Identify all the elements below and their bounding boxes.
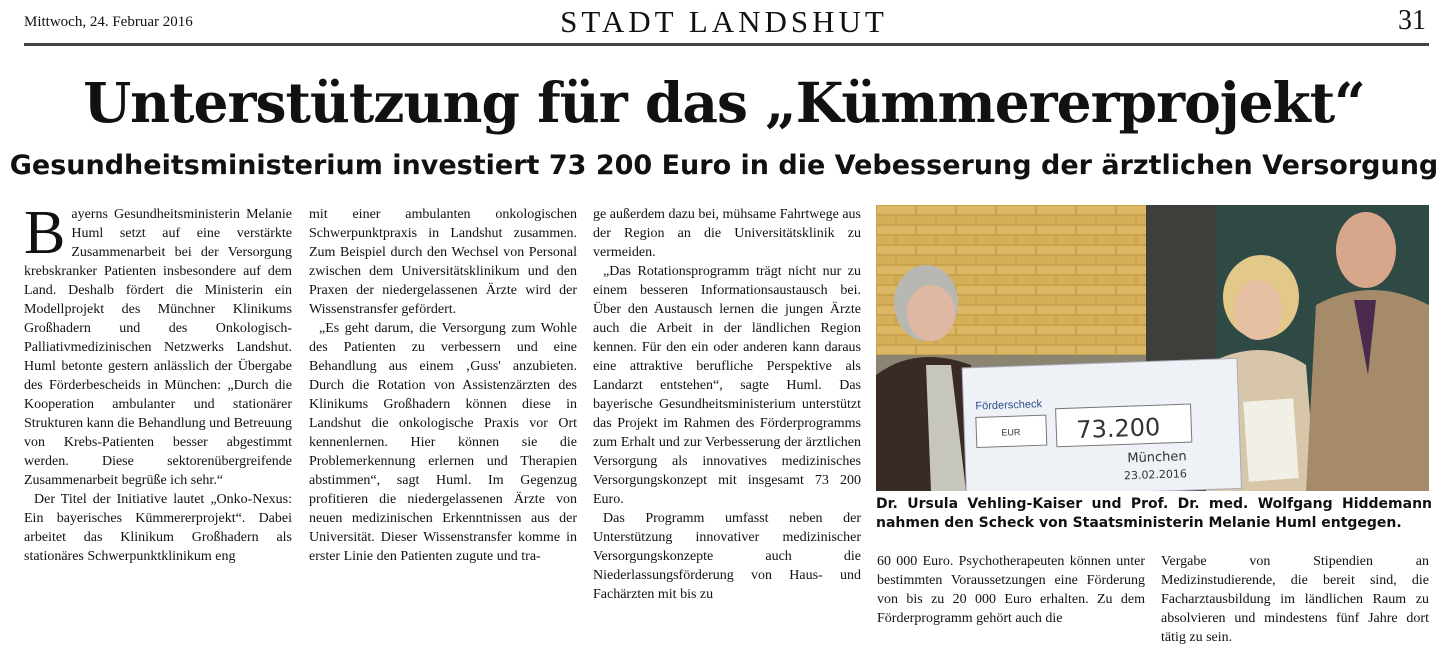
paragraph: 60 000 Euro. Psychotherapeuten können unter bestimmten Voraussetzungen eine Förderung von bis zu 20 000 Euro erhalten. Zu dem Förderprogramm gehört auch die: [877, 554, 1145, 626]
cheque-currency: EUR: [1001, 426, 1021, 438]
publication-date: Mittwoch, 24. Februar 2016: [24, 14, 193, 30]
article-column-3: [593, 205, 861, 604]
photo-caption: Dr. Ursula Vehling-Kaiser und Prof. Dr. med. Wolfgang Hiddemann nahmen den Scheck von Staatsministerin Melanie Huml entgegen.: [876, 496, 1432, 531]
section-title: STADT LANDSHUT: [560, 4, 888, 39]
paragraph: ayerns Gesundheitsministerin Melanie Huml setzt auf eine verstärkte Zusammenarbeit bei der Versorgung krebskranker Patienten insbesondere auf dem Land. Deshalb fördert die Ministerin ein Modellprojekt des Münchner Klinikums Großhadern und des Onkologisch-Palliativmedizinischen Netzwerks Landshut. Huml betonte gestern anlässlich der Übergabe des Förderbescheids in München: „Durch die Kooperation ambulanter und stationärer Strukturen kann die Behandlung und Betreuung von Krebs-Patienten besser abgestimmt werden. Diese sektorenübergreifende Zusammenarbeit begrüße ich sehr.“: [24, 207, 292, 488]
header-rule: [24, 43, 1429, 46]
cheque-date: 23.02.2016: [1123, 467, 1188, 483]
photo-illustration: [876, 205, 1429, 491]
subheadline: Gesundheitsministerium investiert 73 200 Euro in die Vebesserung der ärztlichen Versorgung: [9, 150, 1439, 181]
headline: Unterstützung für das „Kümmererprojekt“: [83, 70, 1365, 135]
paragraph: „Das Rotationsprogramm trägt nicht nur zu einem besseren Informationsaustausch bei. Über den Austausch lernen die jungen Ärzte auch die Arbeit in der ländlichen Region kennen. Für den ein oder anderen kann daraus eine attraktive berufliche Perspektive als Landarzt entstehen“, sagte Huml. Das bayerische Gesundheitsministerium unterstützt das Projekt im Rahmen des Förderprogramms zum Erhalt und zur Verbesserung der ärztlichen Versorgung als innovatives medizinisches Versorgungskonzept mit insgesamt 73 200 Euro.: [593, 264, 861, 507]
paragraph: Vergabe von Stipendien an Medizinstudierende, die bereit sind, die Facharztausbildung im ländlichen Raum zu absolvieren und mindestens fünf Jahre dort tätig zu sein.: [1161, 554, 1429, 645]
drop-cap: B: [24, 199, 66, 267]
article-photo: [876, 205, 1429, 491]
cheque-title: Förderscheck: [975, 398, 1043, 413]
article-column-4: [877, 552, 1145, 628]
cheque-amount: 73.200: [1075, 413, 1161, 445]
paragraph: ge außerdem dazu bei, mühsame Fahrtwege aus der Region an die Universitätsklinik zu vermeiden.: [593, 207, 861, 260]
paragraph: mit einer ambulanten onkologischen Schwerpunktpraxis in Landshut zusammen. Zum Beispiel durch den Wechsel von Personal zwischen dem Universitätsklinikum und den Praxen der niedergelassenen Ärzte wird der Wissenstransfer gefördert.: [309, 207, 577, 317]
article-column-2: [309, 205, 577, 566]
article-column-1: [24, 199, 292, 566]
page-number: 31: [1398, 5, 1426, 36]
paragraph: Das Programm umfasst neben der Unterstützung innovativer medizinischer Versorgungskonzepte auch die Niederlassungsförderung von Haus- und Fachärzten mit bis zu: [593, 511, 861, 602]
paragraph: „Es geht darum, die Versorgung zum Wohle des Patienten zu verbessern und eine Behandlung aus einem ‚Guss' anzubieten. Durch die Rotation von Assistenzärzten des Klinikums Großhadern können diese in Landshut die onkologische Praxis vor Ort kennenlernen. Hier können sie die Problemerkennung erlernen und Therapien abstimmen“, sagt Huml. Im Gegenzug profitieren die niedergelassenen Ärzte von neuen medizinischen Erkenntnissen aus der Universität. Dieser Wissenstransfer komme in erster Linie den Patienten zugute und tra-: [309, 321, 577, 564]
cheque-city: München: [1127, 449, 1187, 467]
paragraph: Der Titel der Initiative lautet „Onko-Nexus: Ein bayerisches Kümmererprojekt“. Dabei arbeitet das Klinikum Großhadern als stationäres Schwerpunktklinikum eng: [24, 492, 292, 564]
article-column-5: [1161, 552, 1429, 647]
